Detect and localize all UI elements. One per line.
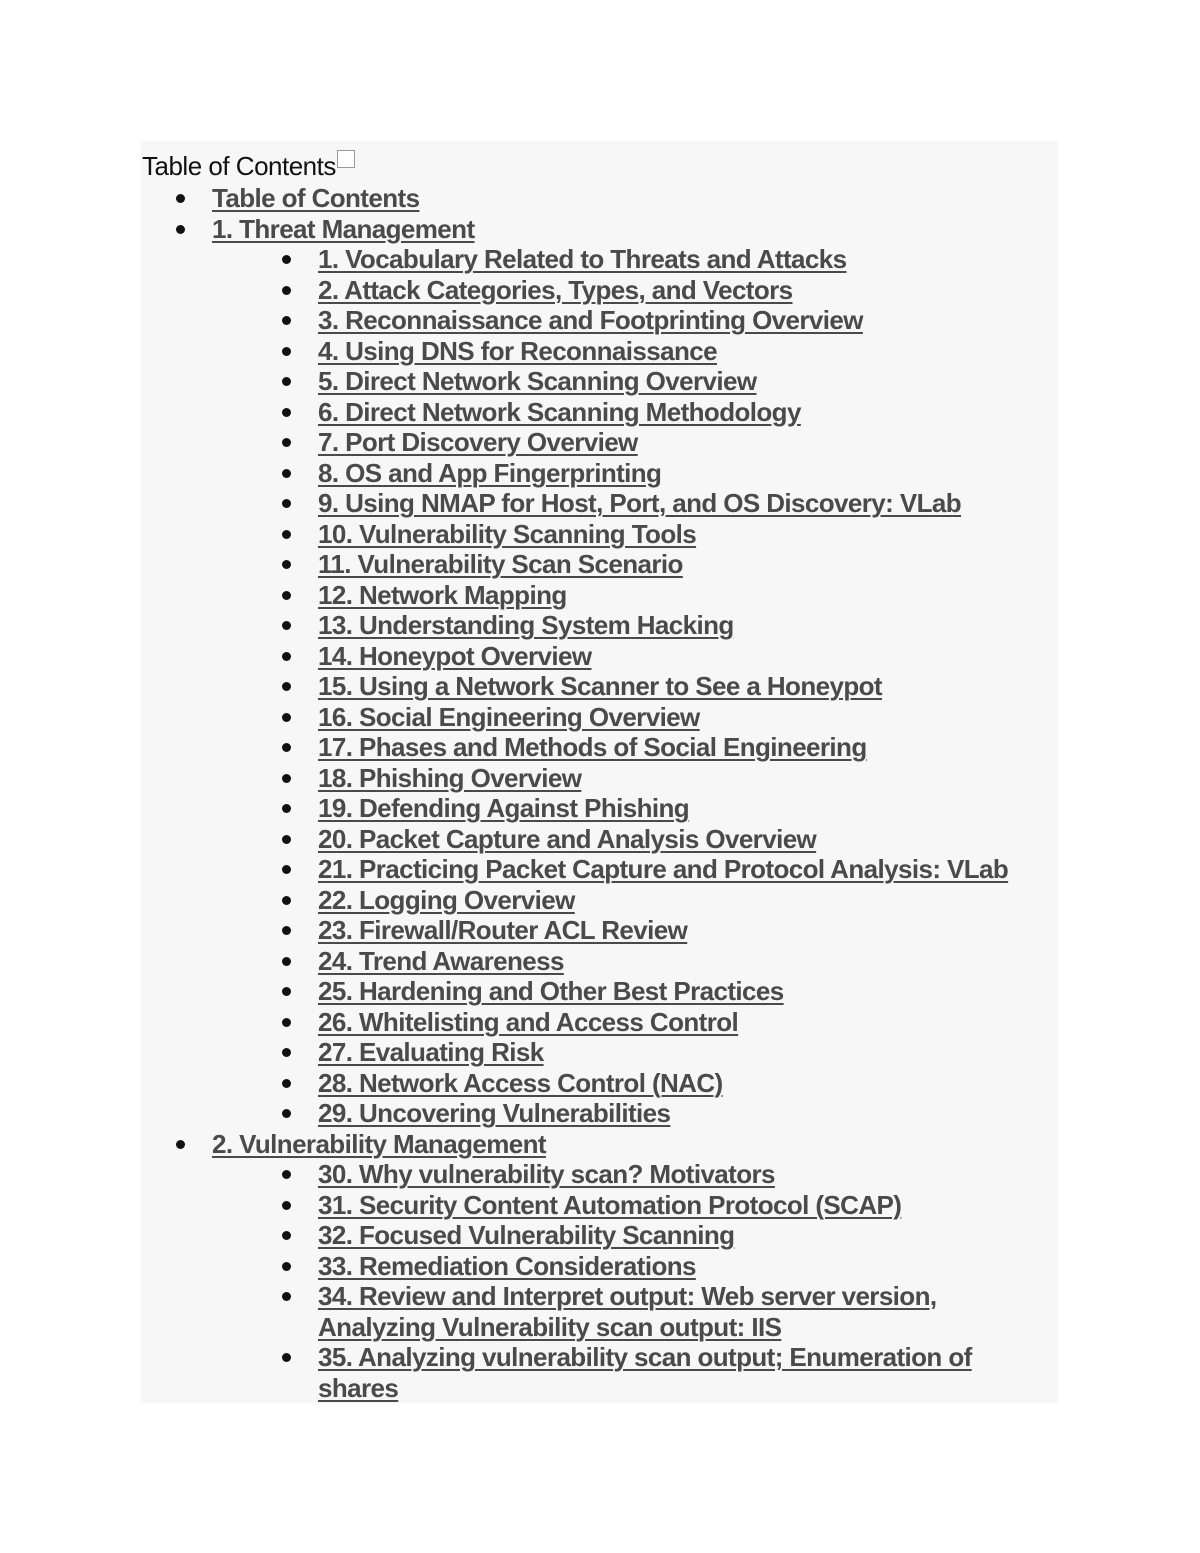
bullet-icon xyxy=(282,316,291,325)
toc-entry-link[interactable]: 12. Network Mapping xyxy=(318,579,567,610)
bullet-icon xyxy=(282,957,291,966)
toc-entry xyxy=(0,244,1200,275)
bullet-icon xyxy=(282,1018,291,1027)
toc-entry xyxy=(0,1251,1200,1282)
toc-entry-link[interactable]: 22. Logging Overview xyxy=(318,884,575,915)
toc-entry-link[interactable]: 30. Why vulnerability scan? Motivators xyxy=(318,1159,775,1189)
bullet-icon xyxy=(282,713,291,722)
toc-entry xyxy=(0,824,1200,855)
toc-entry xyxy=(0,1220,1200,1251)
toc-entry-link[interactable]: 28. Network Access Control (NAC) xyxy=(318,1067,723,1098)
bullet-icon xyxy=(282,530,291,539)
bullet-icon xyxy=(282,1353,291,1362)
toc-entry xyxy=(0,915,1200,946)
toc-entry-link[interactable]: 18. Phishing Overview xyxy=(318,762,582,793)
bullet-icon xyxy=(282,835,291,844)
toc-entry xyxy=(0,336,1200,367)
toc-entry-link[interactable]: 34. Review and Interpret output: Web server version, Analyzing Vulnerability scan output: IIS xyxy=(318,1281,937,1342)
toc-entry xyxy=(0,610,1200,641)
bullet-icon xyxy=(282,682,291,691)
toc-entry-link[interactable]: 1. Vocabulary Related to Threats and Attacks xyxy=(318,244,847,274)
toc-list xyxy=(0,183,1200,1403)
toc-sublist xyxy=(0,244,1200,1129)
toc-section xyxy=(0,183,1200,214)
bullet-icon xyxy=(282,743,291,752)
bullet-icon xyxy=(282,926,291,935)
toc-entry xyxy=(0,519,1200,550)
bullet-icon xyxy=(282,1109,291,1118)
toc-entry xyxy=(0,1281,1200,1342)
toc-entry-link[interactable]: 14. Honeypot Overview xyxy=(318,640,592,671)
toc-entry-link[interactable]: 24. Trend Awareness xyxy=(318,945,564,976)
toc-entry-link[interactable]: 2. Attack Categories, Types, and Vectors xyxy=(318,274,793,305)
toc-entry-link[interactable]: 9. Using NMAP for Host, Port, and OS Discovery: VLab xyxy=(318,488,961,518)
bullet-icon xyxy=(282,438,291,447)
bullet-icon xyxy=(282,1262,291,1271)
toc-entry-link[interactable]: 5. Direct Network Scanning Overview xyxy=(318,366,757,396)
toc-entry xyxy=(0,641,1200,672)
bullet-icon xyxy=(282,652,291,661)
bullet-icon xyxy=(282,865,291,874)
bullet-icon xyxy=(176,1140,185,1149)
bullet-icon xyxy=(282,408,291,417)
bullet-icon xyxy=(282,987,291,996)
toc-entry xyxy=(0,976,1200,1007)
toc-entry-link[interactable]: 11. Vulnerability Scan Scenario xyxy=(318,549,683,579)
toc-entry xyxy=(0,397,1200,428)
toc-entry-link[interactable]: 13. Understanding System Hacking xyxy=(318,610,734,640)
toc-entry-link[interactable]: 10. Vulnerability Scanning Tools xyxy=(318,518,697,549)
toc-entry xyxy=(0,763,1200,794)
bullet-icon xyxy=(282,804,291,813)
toc-entry-link[interactable]: 29. Uncovering Vulnerabilities xyxy=(318,1098,671,1128)
toc-entry-link[interactable]: 26. Whitelisting and Access Control xyxy=(318,1006,739,1037)
toc-entry xyxy=(0,671,1200,702)
toc-entry-link[interactable]: 17. Phases and Methods of Social Engineering xyxy=(318,732,867,762)
toc-entry xyxy=(0,854,1200,885)
toc-entry-link[interactable]: 8. OS and App Fingerprinting xyxy=(318,457,662,488)
toc-entry xyxy=(0,946,1200,977)
toc-entry xyxy=(0,1098,1200,1129)
toc-section-link[interactable]: 1. Threat Management xyxy=(212,213,475,244)
bullet-icon xyxy=(282,896,291,905)
bullet-icon xyxy=(282,347,291,356)
bullet-icon xyxy=(282,499,291,508)
toc-entry-link[interactable]: 4. Using DNS for Reconnaissance xyxy=(318,335,717,366)
toc-entry xyxy=(0,488,1200,519)
toc-entry xyxy=(0,1190,1200,1221)
toc-heading xyxy=(142,150,355,182)
toc-entry-link[interactable]: 16. Social Engineering Overview xyxy=(318,701,700,732)
bullet-icon xyxy=(282,1292,291,1301)
toc-entry xyxy=(0,732,1200,763)
toc-entry xyxy=(0,1037,1200,1068)
toc-entry-link[interactable]: 25. Hardening and Other Best Practices xyxy=(318,976,784,1006)
toc-entry-link[interactable]: 23. Firewall/Router ACL Review xyxy=(318,915,688,945)
toc-entry-link[interactable]: 33. Remediation Considerations xyxy=(318,1250,696,1281)
toc-entry xyxy=(0,885,1200,916)
bullet-icon xyxy=(282,1048,291,1057)
toc-entry xyxy=(0,1342,1200,1403)
toc-entry-link[interactable]: 32. Focused Vulnerability Scanning xyxy=(318,1220,735,1250)
toc-entry-link[interactable]: 35. Analyzing vulnerability scan output; Enumeration of shares xyxy=(318,1342,972,1403)
toc-entry xyxy=(0,275,1200,306)
bullet-icon xyxy=(282,1079,291,1088)
bullet-icon xyxy=(282,255,291,264)
toc-section-link[interactable]: 2. Vulnerability Management xyxy=(212,1128,546,1159)
toc-entry xyxy=(0,793,1200,824)
toc-entry-link[interactable]: 19. Defending Against Phishing xyxy=(318,793,690,823)
bullet-icon xyxy=(282,774,291,783)
bullet-icon xyxy=(176,225,185,234)
toc-entry xyxy=(0,549,1200,580)
toc-entry-link[interactable]: 15. Using a Network Scanner to See a Honeypot xyxy=(318,671,882,701)
bullet-icon xyxy=(282,621,291,630)
toc-entry-link[interactable]: 21. Practicing Packet Capture and Protocol Analysis: VLab xyxy=(318,854,1009,884)
toc-entry-link[interactable]: 3. Reconnaissance and Footprinting Overview xyxy=(318,305,863,335)
toc-entry xyxy=(0,1068,1200,1099)
toc-section xyxy=(0,214,1200,1129)
bullet-icon xyxy=(282,286,291,295)
toc-entry xyxy=(0,1159,1200,1190)
toc-entry xyxy=(0,305,1200,336)
toc-entry-link[interactable]: 31. Security Content Automation Protocol (SCAP) xyxy=(318,1189,902,1220)
bullet-icon xyxy=(282,377,291,386)
toc-entry xyxy=(0,580,1200,611)
toc-entry xyxy=(0,427,1200,458)
toc-section xyxy=(0,1129,1200,1404)
toc-entry xyxy=(0,458,1200,489)
bullet-icon xyxy=(282,1170,291,1179)
checkbox-icon[interactable] xyxy=(337,150,355,168)
toc-entry-link[interactable]: 27. Evaluating Risk xyxy=(318,1037,544,1067)
toc-section-link[interactable]: Table of Contents xyxy=(212,183,420,213)
toc-entry-link[interactable]: 6. Direct Network Scanning Methodology xyxy=(318,396,801,427)
bullet-icon xyxy=(282,560,291,569)
toc-entry-link[interactable]: 7. Port Discovery Overview xyxy=(318,427,638,457)
bullet-icon xyxy=(282,591,291,600)
toc-entry-link[interactable]: 20. Packet Capture and Analysis Overview xyxy=(318,823,817,854)
toc-heading-text: Table of Contents xyxy=(142,151,336,181)
toc-entry xyxy=(0,702,1200,733)
bullet-icon xyxy=(176,194,185,203)
toc-entry xyxy=(0,1007,1200,1038)
bullet-icon xyxy=(282,469,291,478)
toc-sublist xyxy=(0,1159,1200,1403)
bullet-icon xyxy=(282,1201,291,1210)
toc-entry xyxy=(0,366,1200,397)
bullet-icon xyxy=(282,1231,291,1240)
